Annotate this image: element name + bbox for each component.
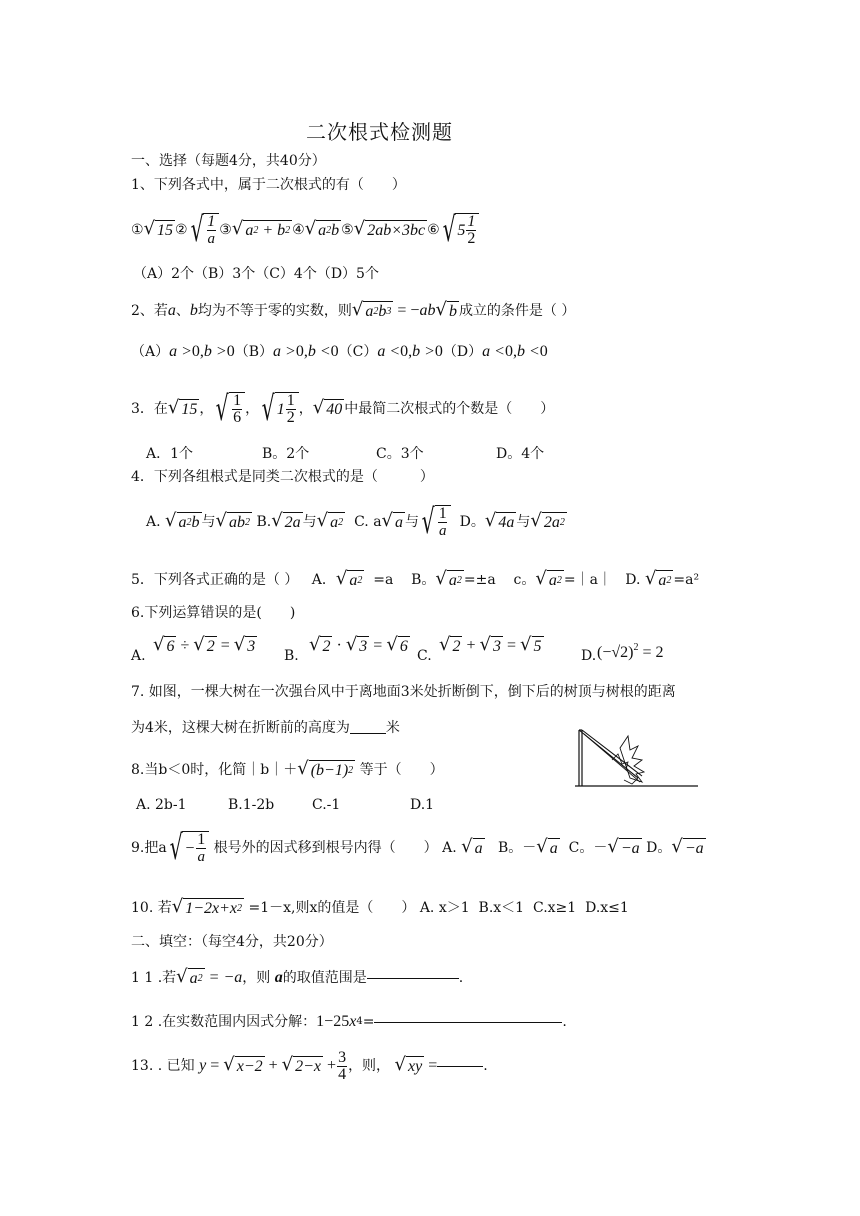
q9-option-d-label: D。: [646, 840, 672, 856]
question-6-options: A. √ 6 ÷ √ 2 = √ 3 B. √ 2 · √ 3 = √ 6 C. √ 2 + √ 3 = √ 5 D. $(-√2)^2 = 2$: [131, 634, 664, 664]
q3-sep-2: ，: [245, 401, 260, 417]
radical-sqrt-1-over-a: √ $\frac{1}{a}$: [188, 213, 220, 247]
q3-option-c: C。3个: [376, 446, 424, 462]
question-2-options: （A） a > 0, b > 0 （B） a > 0, b < 0 （C） a < 0, b > 0 （D） a < 0, b < 0: [131, 343, 548, 360]
q6-option-a-label: A.: [131, 648, 146, 664]
q3-option-b: B。2个: [262, 446, 310, 462]
item-marker-5: ⑤: [341, 222, 354, 238]
q5-option-b-label: B。: [411, 572, 436, 588]
question-5: 5．下列各式正确的是（ ） A． √ a 2 =a B。 √ a 2 =±a c。 √ a 2 =｜a｜ D. √ a 2 =a²: [131, 567, 700, 589]
q4-option-d-label: D。: [459, 514, 485, 530]
q8-option-b: B.1-2b: [228, 797, 275, 813]
item-marker-1: ①: [131, 222, 144, 238]
q10-option-a: A. x＞1: [419, 900, 470, 916]
q4-with-b: 与: [302, 514, 317, 530]
q5-option-b-value: =±a: [463, 572, 496, 588]
question-3-stem: 3．在 √ 15 ， √ $\frac{1}{6}$ ， √ 1 $\frac{1}{2}$ ， √ 40 中最简二次根式的个数是（ ）: [131, 389, 555, 429]
question-1-stem: 1、下列各式中，属于二次根式的有（ ）: [131, 177, 406, 193]
q11-end: .: [458, 970, 464, 986]
question-7-line1: 7. 如图，一棵大树在一次强台风中于离地面3米处折断倒下，倒下后的树顶与树根的距离: [131, 684, 676, 700]
q2-text-e: 均为不等于零的实数，则: [197, 303, 352, 319]
q13-text-b: ，则，: [348, 1058, 391, 1074]
q9-option-a-label: A.: [442, 840, 457, 856]
q8-text-b: 等于（ ）: [359, 762, 444, 778]
q9-option-c-label: C。－: [568, 840, 608, 856]
question-1-expressions: [131, 206, 479, 254]
q6-option-d-label: D.: [581, 648, 597, 664]
q2-text-f: 成立的条件是（ ）: [458, 303, 576, 319]
q7-text: 为4米，这棵大树在折断前的高度为: [131, 720, 350, 736]
q2-option-c-label: （C）: [338, 344, 378, 360]
q3-sep-3: ，: [298, 401, 313, 417]
q11-text-c: 的取值范围是: [282, 970, 367, 986]
q3-option-d: D。4个: [496, 446, 545, 462]
q12-answer-blank[interactable]: [374, 1022, 562, 1023]
q8-option-d: D.1: [410, 797, 435, 813]
question-11: 1 1 .若 √ a 2 = −a ，则 a 的取值范围是 .: [131, 965, 464, 987]
q10-text-b: =1－x,则x的值是（ ）: [248, 900, 416, 916]
q2-var-a: a: [167, 302, 176, 319]
question-9: 9.把a √ − $\frac{1}{a}$ 根号外的因式移到根号内得（ ） A. √ a B。－ √ a C。－ √ − a D。 √ − a: [131, 828, 704, 868]
item-marker-4: ④: [292, 222, 305, 238]
question-4-stem: 4．下列各组根式是同类二次根式的是（ ）: [131, 469, 434, 485]
q11-text-b: ，则: [242, 970, 271, 986]
q3-text-a: 3．在: [131, 401, 168, 417]
q5-option-a-label: A．: [311, 572, 336, 588]
q10-option-d: D.x≤1: [585, 900, 629, 916]
q7-answer-blank[interactable]: [350, 733, 386, 734]
q7-unit: 米: [385, 720, 400, 736]
q2-option-d-label: （D）: [442, 344, 483, 360]
q3-option-a: A．1个: [146, 446, 194, 462]
q10-option-b: B.x＜1: [478, 900, 525, 916]
question-10: 10. 若 √ 1−2 x + x 2 =1－x,则x的值是（ ） A. x＞1 B.x＜1 C.x≥1 D.x≤1: [131, 895, 629, 917]
q2-equation: √ a 2 b 3: [351, 298, 392, 320]
q5-option-c-label: c。: [513, 572, 536, 588]
question-8-stem: 8.当b＜0时，化简｜b｜＋ √ ( b −1) 2 等于（ ）: [131, 757, 444, 779]
q13-answer-blank[interactable]: [437, 1066, 483, 1067]
q5-option-d-value: =a²: [673, 572, 700, 588]
q4-option-a-label: A.: [146, 514, 161, 530]
question-6-stem: 6.下列运算错误的是( ): [131, 605, 296, 621]
q3-sep-1: ，: [199, 401, 214, 417]
q11-text-a: 1 1 .若: [131, 970, 177, 986]
radical-a2b: √ a 2 b: [304, 217, 340, 239]
radical-5-and-half: √ 5 $\frac{1}{2}$: [440, 213, 480, 247]
q10-text-a: 10. 若: [131, 900, 172, 916]
q2-text-c: 、: [175, 303, 190, 319]
item-marker-2: ②: [175, 222, 188, 238]
q11-var: a: [274, 969, 283, 986]
question-13: 13. . 已知 y = √ x −2 + √ 2− x + $\frac{3}{4}$ ，则， √ xy = .: [131, 1048, 488, 1083]
question-4-options: A. √ a 2 b 与 √ ab 2 B. √ 2 a 与 √ a 2 C. a √ a 与 √ $\frac{1}{a}$ D。 √ 4 a 与 √ 2 a 2: [146, 502, 565, 542]
q2-option-b-label: （B）: [234, 344, 274, 360]
q4-option-c-coef: a: [373, 514, 382, 530]
q12-text-a: 1 2 .在实数范围内因式分解：: [131, 1014, 317, 1030]
page-title: 二次根式检测题: [306, 120, 453, 144]
q5-option-d-label: D.: [625, 572, 641, 588]
q5-option-c-value: =｜a｜: [563, 572, 612, 588]
question-1-options: （A）2个（B）3个（C）4个（D）5个: [133, 266, 379, 282]
q9-text-a: 9.把a: [131, 840, 167, 856]
q8-option-c: C.-1: [312, 797, 341, 813]
radical-2ab-times-3bc: √ 2 ab ×3 bc: [353, 217, 426, 239]
q11-answer-blank[interactable]: [367, 978, 459, 979]
question-2-stem: 2、若 a 、 b 均为不等于零的实数，则 √ a 2 b 3 = − ab √ b 成立的条件是（ ）: [131, 298, 576, 320]
q4-option-c-label: C.: [354, 514, 369, 530]
item-marker-3: ③: [219, 222, 232, 238]
item-marker-6: ⑥: [427, 222, 440, 238]
q12-text-b: =: [362, 1014, 375, 1030]
q6-option-c-label: C.: [417, 648, 432, 664]
q13-text-a: 13. . 已知: [131, 1058, 195, 1074]
q4-with-c: 与: [405, 514, 420, 530]
q3-text-b: 中最简二次根式的个数是（ ）: [344, 401, 555, 417]
section-heading-fill: 二、填空：（每空4分，共20分）: [131, 934, 333, 950]
section-heading-choice: 一、选择（每题4分，共40分）: [131, 153, 326, 169]
q4-option-b-label: B.: [256, 514, 272, 530]
q5-option-a-value: =a: [373, 572, 394, 588]
q12-end: .: [562, 1014, 567, 1030]
q5-stem: 5．下列各式正确的是（ ）: [131, 572, 299, 588]
radical-a2-plus-b2: √ a 2 + b 2: [231, 217, 291, 239]
question-7-line2: [131, 718, 400, 738]
q8-option-a: A. 2b-1: [136, 797, 187, 813]
q10-option-c: C.x≥1: [533, 900, 577, 916]
q2-var-b: b: [189, 302, 198, 319]
question-12: 1 2 .在实数范围内因式分解： 1−25 x 4 = .: [131, 1013, 567, 1030]
q9-text-b: 根号外的因式移到根号内得（ ）: [213, 840, 438, 856]
q4-with-a: 与: [201, 514, 216, 530]
q2-option-a-label: （A）: [131, 344, 170, 360]
q9-option-b-label: B。－: [497, 840, 537, 856]
q4-with-d: 与: [516, 514, 531, 530]
q2-text-a: 2、若: [131, 303, 168, 319]
q6-option-b-label: B.: [284, 648, 299, 664]
radical-sqrt15: √ 15: [143, 217, 174, 239]
broken-tree-figure: [572, 720, 702, 790]
q13-end: .: [483, 1058, 488, 1074]
q8-text-a: 8.当b＜0时，化简｜b｜＋: [131, 762, 298, 778]
